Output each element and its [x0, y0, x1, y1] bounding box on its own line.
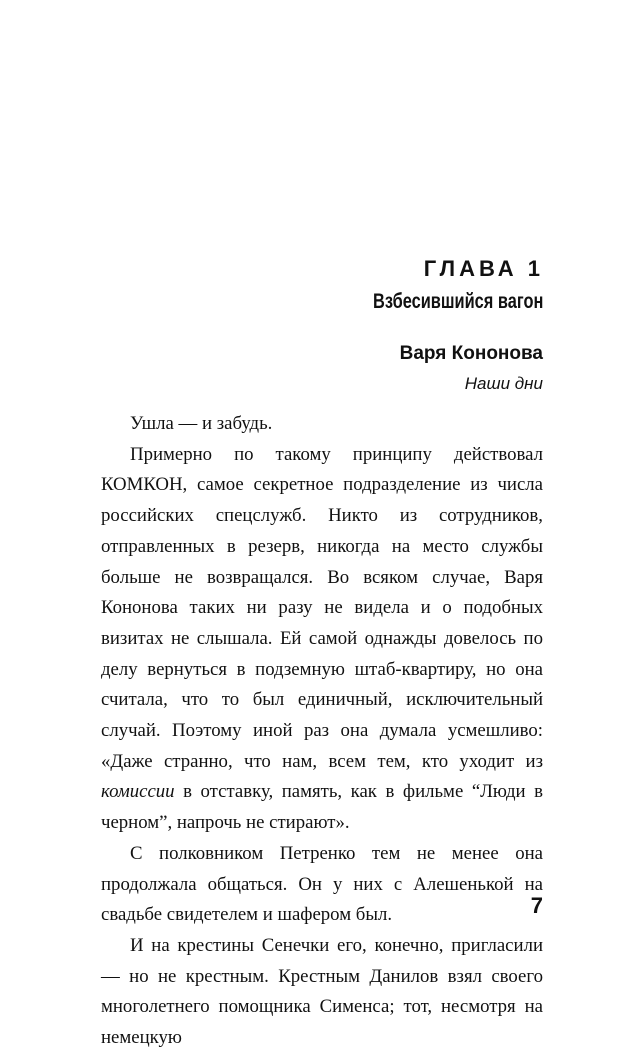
body-text	[101, 409, 543, 1054]
paragraph-4	[101, 931, 543, 1054]
paragraph-3	[101, 839, 543, 931]
page-number: 7	[530, 893, 543, 918]
chapter-title: Взбесившийся вагон	[372, 290, 543, 313]
section-subtitle: Наши дни	[464, 374, 543, 393]
section-title: Варя Кононова	[399, 343, 543, 364]
paragraph-text: И на крестины Сенечки его, конечно, пригласили — но не крестным. Крестным Данилов взял своего многолетнего помощника Сименса; тот, несмотря на немецкую	[101, 934, 543, 1049]
paragraph-text: Примерно по такому принципу действовал КОМКОН, самое секретное подразделение из числа российских спецслужб. Никто из сотрудников, отправленных в резерв, никогда на место службы больше не возвращался. Во всяком случае, Варя Кононова таких ни разу не видела и о подобных визитах не слышала. Ей самой однажды довелось по делу вернуться в подземную штаб-квартиру, но она считала, что то был единичный, исключительный случай. Поэтому иной раз она думала усмешливо: «Даже странно, что нам, всем тем, кто уходит из	[101, 443, 543, 772]
paragraph-text: в отставку, память, как в фильме “Люди в черном”, напрочь не стирают».	[101, 781, 543, 834]
paragraph-text: Ушла — и забудь.	[130, 413, 273, 434]
paragraph-text: С полковником Петренко тем не менее она продолжала общаться. Он у них с Алешенькой на свадьбе свидетелем и шафером был.	[101, 842, 543, 926]
paragraph-1	[101, 409, 543, 440]
chapter-label: ГЛАВА 1	[423, 256, 544, 281]
paragraph-2	[101, 440, 543, 839]
italic-emphasis: комиссии	[101, 781, 175, 803]
